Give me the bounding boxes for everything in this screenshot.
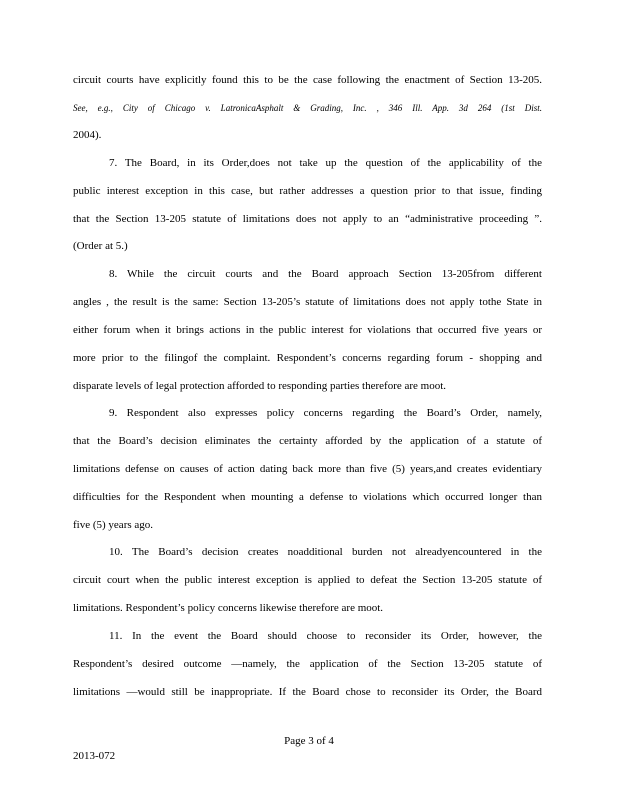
- body-line: limitations. Respondent’s policy concerns likewise therefore are moot.: [73, 602, 384, 614]
- page-number: Page 3 of 4: [284, 735, 334, 747]
- body-line: disparate levels of legal protection afforded to responding parties therefore are moot.: [73, 380, 447, 392]
- paragraph-9-first-line: 9. Respondent also expresses policy concerns regarding the Board’s Order, namely,: [109, 407, 542, 419]
- paragraph-7-first-line: 7. The Board, in its Order,does not take up the question of the applicability of the: [109, 157, 542, 169]
- body-line: circuit court when the public interest exception is applied to defeat the Section 13-205 statute of: [73, 574, 542, 586]
- body-line: (Order at 5.): [73, 240, 128, 252]
- body-line: either forum when it brings actions in the public interest for violations that occurred five years or: [73, 324, 542, 336]
- body-line: 2004).: [73, 129, 102, 141]
- body-line: that the Section 13-205 statute of limitations does not apply to an “administrative proceeding ”.: [73, 213, 542, 225]
- body-line: difficulties for the Respondent when mounting a defense to violations which occurred longer than: [73, 491, 542, 503]
- body-line: limitations —would still be inappropriate. If the Board chose to reconsider its Order, the Board: [73, 686, 542, 698]
- body-line: limitations defense on causes of action dating back more than five (5) years,and creates evidentiary: [73, 463, 542, 475]
- body-line: that the Board’s decision eliminates the certainty afforded by the application of a statute of: [73, 435, 542, 447]
- body-line: public interest exception in this case, but rather addresses a question prior to that issue, finding: [73, 185, 542, 197]
- body-line: more prior to the filingof the complaint. Respondent’s concerns regarding forum - shopping and: [73, 352, 542, 364]
- citation-line: See, e.g., City of Chicago v. LatronicaAsphalt & Grading, Inc. , 346 Ill. App. 3d 264 (1st Dist.: [73, 103, 542, 113]
- paragraph-10-first-line: 10. The Board’s decision creates noadditional burden not alreadyencountered in the: [109, 546, 542, 558]
- body-line: five (5) years ago.: [73, 519, 154, 531]
- paragraph-11-first-line: 11. In the event the Board should choose to reconsider its Order, however, the: [109, 630, 542, 642]
- body-line: Respondent’s desired outcome —namely, the application of the Section 13-205 statute of: [73, 658, 542, 670]
- body-line: angles , the result is the same: Section 13-205’s statute of limitations does not apply tothe State in: [73, 296, 542, 308]
- document-number: 2013-072: [73, 750, 116, 762]
- paragraph-8-first-line: 8. While the circuit courts and the Board approach Section 13-205from different: [109, 268, 542, 280]
- body-line: circuit courts have explicitly found this to be the case following the enactment of Section 13-205.: [73, 74, 542, 86]
